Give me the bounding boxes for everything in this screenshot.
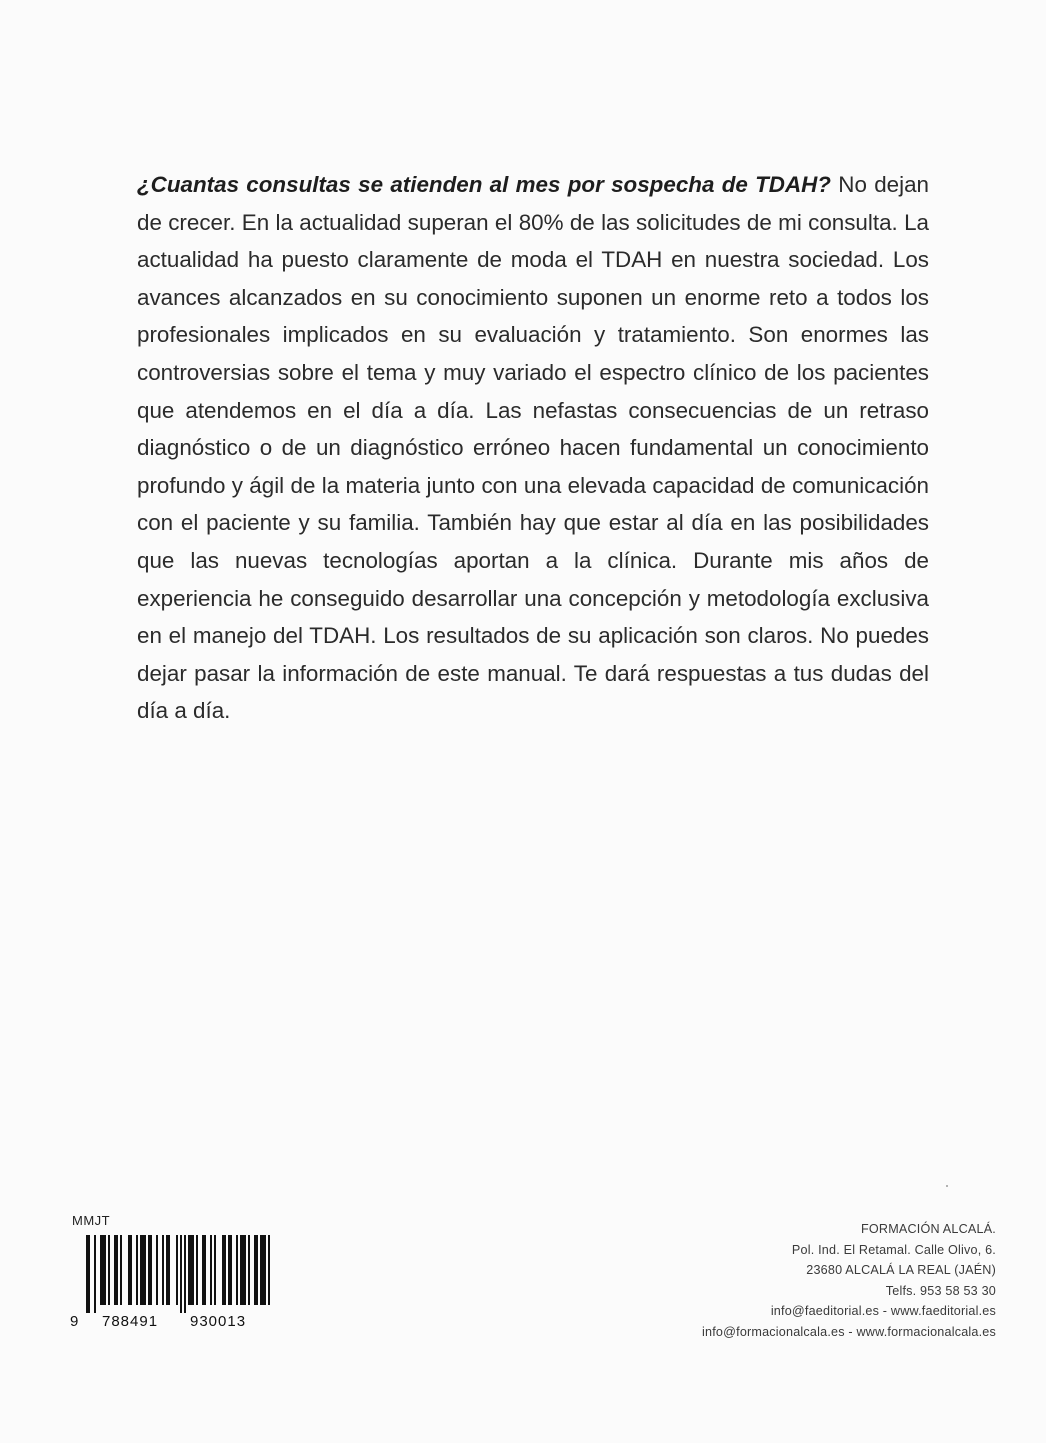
blurb-lead-question: ¿Cuantas consultas se atienden al mes por sospecha de TDAH?: [137, 172, 831, 197]
publisher-contact-1: info@faeditorial.es - www.faeditorial.es: [770, 1304, 996, 1319]
barcode-bar: [128, 1235, 132, 1305]
barcode-bar: [196, 1235, 198, 1305]
publisher-name: FORMACIÓN ALCALÁ.: [861, 1222, 996, 1236]
barcode-right-digits: 930013: [190, 1313, 247, 1330]
publisher-imprint: [596, 1219, 996, 1343]
barcode-bar: [248, 1235, 250, 1305]
barcode-bar: [136, 1235, 138, 1305]
barcode-bar: [210, 1235, 212, 1305]
print-speck: [946, 1185, 948, 1187]
blurb-body: No dejan de crecer. En la actualidad superan el 80% de las solicitudes de mi consulta. La actualidad ha puesto claramente de moda el TDAH en nuestra sociedad. Los avances alcanzados en su conocimiento suponen un enorme reto a todos los profesionales implicados en su evaluación y tratamiento. Son enormes las controversias sobre el tema y muy variado el espectro clínico de los pacientes que atendemos en el día a día. Las nefastas consecuencias de un retraso diagnóstico o de un diagnóstico erróneo hacen fundamental un conocimiento profundo y ágil de la materia junto con una elevada capacidad de comunicación con el paciente y su familia. También hay que estar al día en las posibilidades que las nuevas tecnologías aportan a la clínica. Durante mis años de experiencia he conseguido desarrollar una concepción y metodología exclusiva en el manejo del TDAH. Los resultados de su aplicación son claros. No puedes dejar pasar la información de este manual. Te dará respuestas a tus dudas del día a día.: [137, 172, 929, 724]
publisher-phone: Telfs. 953 58 53 30: [885, 1283, 996, 1298]
barcode-bar: [120, 1235, 122, 1305]
barcode-icon: [70, 1235, 270, 1313]
barcode-bar: [240, 1235, 246, 1305]
publisher-address-line-1: Pol. Ind. El Retamal. Calle Olivo, 6.: [791, 1242, 996, 1257]
publisher-contact-2: info@formacionalcala.es - www.formacionalcala.es: [702, 1324, 996, 1339]
barcode-bar: [148, 1235, 152, 1305]
barcode-bar: [180, 1235, 182, 1313]
barcode-bar: [156, 1235, 158, 1305]
barcode-left-digits: 788491: [102, 1313, 159, 1330]
barcode-code: MMJT: [72, 1213, 111, 1228]
barcode-bar: [176, 1235, 178, 1305]
barcode-bar: [108, 1235, 110, 1305]
barcode-bar: [94, 1235, 96, 1313]
barcode-first-digit: 9: [70, 1313, 80, 1330]
barcode-bar: [140, 1235, 146, 1305]
barcode-bar: [268, 1235, 270, 1305]
barcode-bar: [228, 1235, 232, 1305]
barcode-bar: [114, 1235, 118, 1305]
barcode-bar: [86, 1235, 90, 1313]
back-cover-blurb: [137, 166, 929, 730]
barcode-bar: [100, 1235, 106, 1305]
barcode-bar: [222, 1235, 226, 1305]
barcode-bar: [166, 1235, 170, 1305]
barcode-bar: [254, 1235, 258, 1305]
barcode-bar: [236, 1235, 238, 1305]
barcode-block: [70, 1213, 270, 1330]
barcode-bar: [260, 1235, 266, 1305]
barcode-bar: [214, 1235, 216, 1305]
barcode-bar: [184, 1235, 186, 1313]
barcode-bar: [162, 1235, 164, 1305]
publisher-address-line-2: 23680 ALCALÁ LA REAL (JAÉN): [806, 1263, 996, 1278]
barcode-bar: [188, 1235, 194, 1305]
barcode-bar: [202, 1235, 206, 1305]
